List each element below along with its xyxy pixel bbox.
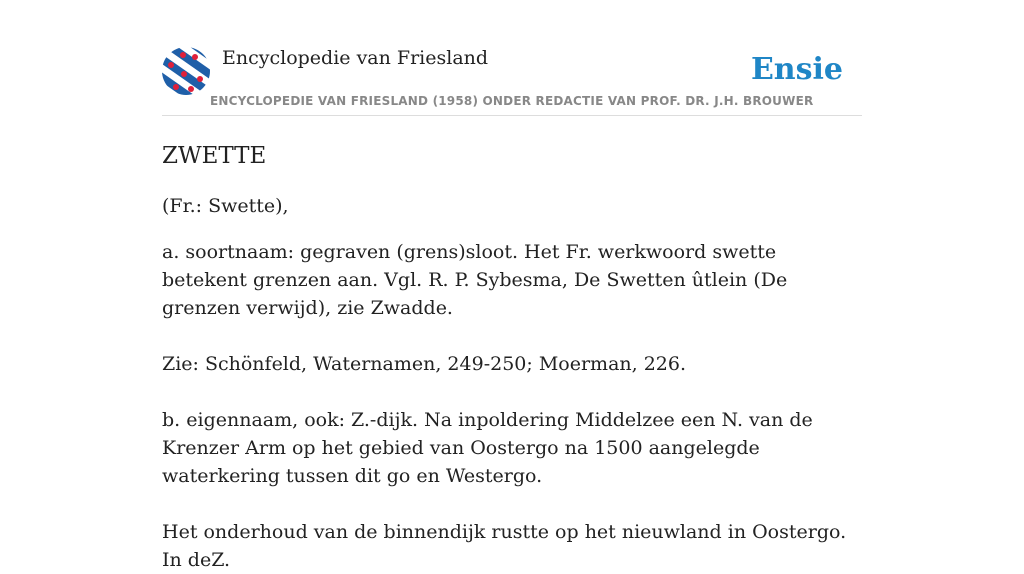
entry-content bbox=[162, 116, 862, 574]
entry-paragraph: Het onderhoud van de binnendijk rustte op het nieuwland in Oostergo. In deZ. bbox=[162, 521, 847, 571]
entry-paragraph: b. eigennaam, ook: Z.-dijk. Na inpoldering Middelzee een N. van de Krenzer Arm op het gebied van Oostergo na 1500 aangelegde waterkering tussen dit go en Westergo. bbox=[162, 409, 813, 487]
entry-paragraph: Zie: Schönfeld, Waternamen, 249-250; Moerman, 226. bbox=[162, 353, 687, 375]
encyclopedia-subtitle: ENCYCLOPEDIE VAN FRIESLAND (1958) ONDER REDACTIE VAN PROF. DR. J.H. BROUWER bbox=[210, 94, 814, 108]
page bbox=[162, 0, 862, 571]
entry-paragraph: (Fr.: Swette), bbox=[162, 195, 289, 217]
entry-paragraph: a. soortnaam: gegraven (grens)sloot. Het Fr. werkwoord swette betekent grenzen aan. Vgl. R. P. Sybesma, De Swetten ûtlein (De grenzen verwijd), zie Zwadde. bbox=[162, 241, 788, 319]
site-header bbox=[162, 0, 862, 116]
ensie-brand-logo[interactable]: Ensie bbox=[750, 52, 843, 87]
friesland-flag-icon[interactable] bbox=[162, 47, 210, 95]
entry-title: ZWETTE bbox=[162, 143, 267, 169]
site-title-link[interactable]: Encyclopedie van Friesland bbox=[222, 47, 489, 69]
